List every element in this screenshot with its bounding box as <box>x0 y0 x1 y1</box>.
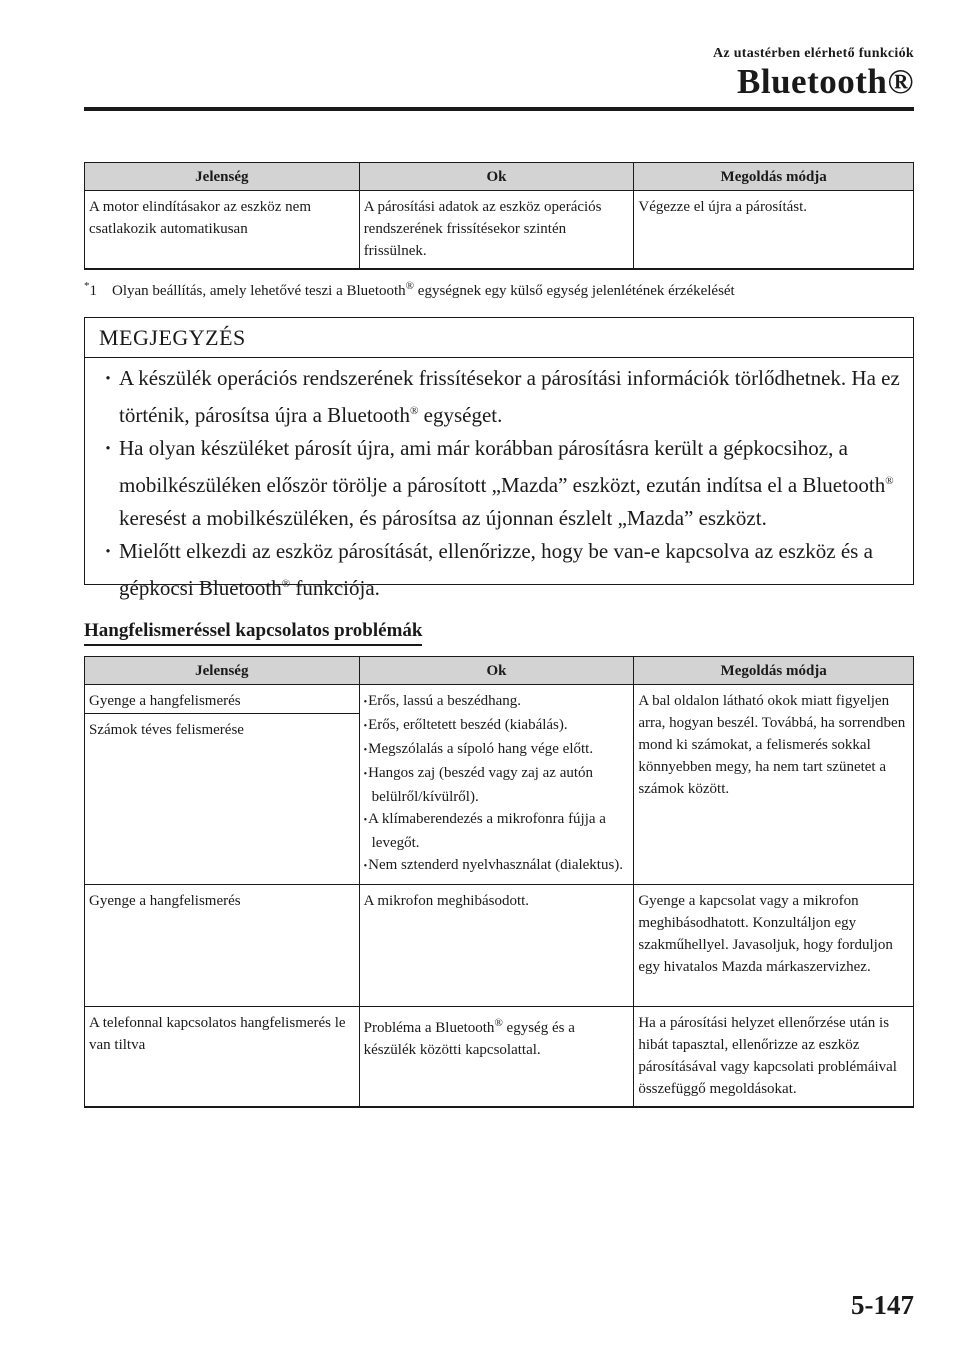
column-header-solution: Megoldás módja <box>634 657 914 685</box>
page-title: Bluetooth® <box>737 62 914 101</box>
bullet-icon: · <box>104 366 112 390</box>
table-row <box>85 685 914 885</box>
cause-list <box>364 690 630 878</box>
table-row <box>85 885 914 1007</box>
note-body <box>85 358 913 605</box>
footnote-text-end: egységnek egy külső egység jelenlétének érzékelését <box>414 283 735 299</box>
list-item: • Nem sztenderd nyelvhasználat (dialektus). <box>364 854 630 878</box>
column-header-cause: Ok <box>359 163 634 191</box>
note-title: MEGJEGYZÉS <box>85 318 913 358</box>
note-item-3-start: Mielőtt elkezdi az eszköz párosítását, ellenőrizze, hogy be van-e kapcsolva az eszköz és a gépkocsi Bluetooth <box>119 539 873 600</box>
symptom-cell: Gyenge a hangfelismerés <box>85 885 360 1007</box>
solution-cell: Ha a párosítási helyzet ellenőrzése után is hibát tapasztal, ellenőrizze az eszköz párosításával vagy kapcsolati problémáival összefüggő megoldásokat. <box>634 1007 914 1108</box>
cause-cell: A párosítási adatok az eszköz operációs rendszerének frissítésekor szintén frissülnek. <box>359 191 634 270</box>
note-item-text <box>119 432 903 535</box>
bullet-icon: · <box>104 436 112 460</box>
list-item: • Megszólalás a sípoló hang vége előtt. <box>364 738 630 762</box>
footnote-marker: * <box>84 280 90 292</box>
list-item: • A klímaberendezés a mikrofonra fújja a levegőt. <box>364 808 630 854</box>
list-item: • Erős, erőltetett beszéd (kiabálás). <box>364 714 630 738</box>
column-header-solution: Megoldás módja <box>634 163 914 191</box>
symptom-cell: A motor elindításakor az eszköz nem csatlakozik automatikusan <box>85 191 360 270</box>
cause-text-end: egység és a készülék közötti kapcsolattal. <box>363 1020 575 1058</box>
note-item-text <box>119 362 903 432</box>
solution-cell: A bal oldalon látható okok miatt figyeljen arra, hogyan beszél. Továbbá, ha sorrendben mond ki számokat, a felismerés sokkal könnyebben megy, ha nem tart szünetet a számok között. <box>634 685 914 885</box>
registered-mark: ® <box>281 578 291 590</box>
solution-cell: Gyenge a kapcsolat vagy a mikrofon meghibásodhatott. Konzultáljon egy szakműhellyel. Javasoljuk, hogy forduljon egy hivatalos Mazda márkaszervizhez. <box>634 885 914 1007</box>
registered-mark: ® <box>494 1017 503 1029</box>
note-box <box>84 317 914 600</box>
column-header-cause: Ok <box>359 657 634 685</box>
footnote-number: 1 <box>89 283 97 299</box>
section-heading: Hangfelismeréssel kapcsolatos problémák <box>84 620 422 646</box>
cause-cell <box>359 685 634 885</box>
list-item: • Erős, lassú a beszédhang. <box>364 690 630 714</box>
page-number: 5-147 <box>851 1290 914 1320</box>
note-item-text <box>119 535 903 605</box>
list-item: • Hangos zaj (beszéd vagy zaj az autón belülről/kívülről). <box>364 762 630 808</box>
note-item-2-end: keresést a mobilkészüléken, és párosítsa az újonnan észlelt „Mazda” eszközt. <box>119 506 767 530</box>
note-item-2-start: Ha olyan készüléket párosít újra, ami már korábban párosításra került a gépkocsihoz, a mobilkészüléken először törölje a párosított „Mazda” eszközt, ezután indítsa el a Bluetooth <box>119 436 886 497</box>
column-header-symptom: Jelenség <box>85 163 360 191</box>
solution-cell: Végezze el újra a párosítást. <box>634 191 914 270</box>
cause-cell: A mikrofon meghibásodott. <box>359 885 634 1007</box>
cause-text-start: Probléma a Bluetooth <box>363 1020 495 1036</box>
symptom-cell: A telefonnal kapcsolatos hangfelismerés le van tiltva <box>85 1007 360 1108</box>
note-item-1-end: egységet. <box>418 403 503 427</box>
table-header-row <box>85 163 914 191</box>
note-item <box>97 535 903 605</box>
column-header-symptom: Jelenség <box>85 657 360 685</box>
note-item <box>97 362 903 432</box>
header-divider <box>84 107 914 111</box>
symptom-number-misrecognition: Számok téves felismerése <box>89 722 244 738</box>
table-row <box>85 1007 914 1108</box>
registered-mark: ® <box>410 405 419 417</box>
note-item <box>97 432 903 535</box>
registered-mark: ® <box>405 280 415 292</box>
symptom-cell <box>85 685 360 885</box>
footnote <box>84 280 735 300</box>
table-header-row <box>85 657 914 685</box>
section-subtitle: Az utastérben elérhető funkciók <box>713 46 914 61</box>
note-item-3-end: funkciója. <box>290 576 380 600</box>
symptom-weak-recognition: Gyenge a hangfelismerés <box>85 685 359 714</box>
voice-recognition-troubleshooting-table <box>84 656 914 1108</box>
cause-cell <box>359 1007 634 1108</box>
footnote-text-start: Olyan beállítás, amely lehetővé teszi a Bluetooth <box>112 283 406 299</box>
bluetooth-troubleshooting-table <box>84 162 914 270</box>
note-item-1-start: A készülék operációs rendszerének frissítésekor a párosítási információk törlődhetnek. Ha ez történik, párosítsa újra a Bluetooth <box>119 366 900 427</box>
table-row <box>85 191 914 270</box>
bullet-icon: · <box>104 539 112 563</box>
registered-mark: ® <box>885 475 894 487</box>
